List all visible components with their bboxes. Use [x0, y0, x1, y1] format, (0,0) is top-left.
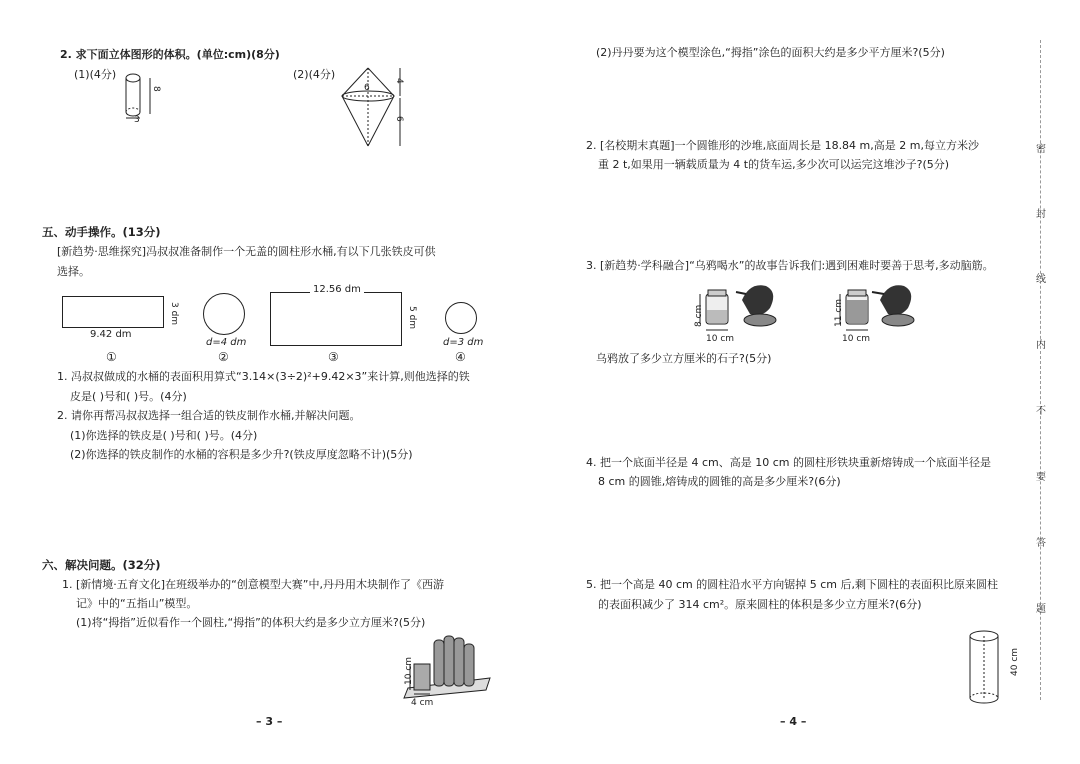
jar2-height-label: 11 cm — [834, 298, 844, 327]
sec5-title: 五、动手操作。(13分) — [42, 225, 161, 239]
page-number-4: – 4 – — [780, 715, 807, 728]
margin-char-1: 密 — [1036, 144, 1046, 155]
q5-line2: 的表面积减少了 314 cm²。原来圆柱的体积是多少立方厘米?(6分) — [598, 598, 922, 611]
q2-title: 2. 求下面立体图形的体积。(单位:cm)(8分) — [60, 48, 280, 61]
sheet3-height-label: 5 dm — [407, 306, 417, 330]
cylinder-diameter-label: 3 — [134, 115, 140, 125]
sheet4-number: ④ — [455, 350, 466, 364]
q3-line1: 3. [新趋势·学科融合]“乌鸦喝水”的故事告诉我们:遇到困难时要善于思考,多动脑筋。 — [586, 259, 994, 272]
sheet1-number: ① — [106, 350, 117, 364]
cone-h1-label: 4 — [394, 78, 404, 84]
jar1-width-label: 10 cm — [706, 334, 735, 344]
sec5-q2-part1: (1)你选择的铁皮是( )号和( )号。(4分) — [70, 429, 258, 442]
cylinder-figure — [118, 70, 178, 130]
margin-char-6: 要 — [1036, 472, 1046, 483]
sheet2-number: ② — [218, 350, 229, 364]
thumb-diameter-label: 4 cm — [411, 698, 434, 708]
page-number-3: – 3 – — [256, 715, 283, 728]
sec5-intro-line1: [新趋势·思维探究]冯叔叔准备制作一个无盖的圆柱形水桶,有以下几张铁皮可供 — [57, 245, 436, 258]
q2-line1: 2. [名校期末真题]一个圆锥形的沙堆,底面周长是 18.84 m,高是 2 m,每立方米沙 — [586, 139, 979, 152]
sheet3-number: ③ — [328, 350, 339, 364]
sheet2-diameter-label: d=4 dm — [206, 337, 247, 348]
five-finger-mountain-figure — [400, 636, 495, 700]
sec5-intro-line2: 选择。 — [57, 265, 90, 278]
margin-char-3: 线 — [1036, 274, 1046, 285]
sheet1-rect — [62, 296, 164, 328]
q2-sub1-label: (1)(4分) — [74, 68, 117, 81]
sheet4-circle — [445, 302, 477, 334]
tall-cylinder-height-label: 40 cm — [1010, 647, 1020, 676]
sec5-q1-line2: 皮是( )号和( )号。(4分) — [70, 390, 187, 403]
cone-h2-label: 6 — [394, 116, 404, 122]
q5-line1: 5. 把一个高是 40 cm 的圆柱沿水平方向锯掉 5 cm 后,剩下圆柱的表面积比原来圆柱 — [586, 578, 998, 591]
sheet3-rect — [270, 292, 402, 346]
margin-char-7: 答 — [1036, 538, 1046, 549]
sec6-q1-part1: (1)将“拇指”近似看作一个圆柱,“拇指”的体积大约是多少立方厘米?(5分) — [76, 616, 426, 629]
margin-char-4: 内 — [1036, 340, 1046, 351]
crow-jar-figure-1 — [690, 278, 800, 338]
margin-char-5: 不 — [1036, 406, 1046, 417]
q1-part2: (2)丹丹要为这个模型涂色,“拇指”涂色的面积大约是多少平方厘米?(5分) — [596, 46, 945, 59]
sec5-q2-part2: (2)你选择的铁皮制作的水桶的容积是多少升?(铁皮厚度忽略不计)(5分) — [70, 448, 413, 461]
q2-line2: 重 2 t,如果用一辆载质量为 4 t的货车运,多少次可以运完这堆沙子?(5分) — [598, 158, 950, 171]
crow-jar-figure-2 — [832, 278, 942, 338]
jar2-width-label: 10 cm — [842, 334, 871, 344]
sheet4-diameter-label: d=3 dm — [443, 337, 484, 348]
cone-diameter-label: 6 — [364, 83, 370, 93]
margin-char-8: 题 — [1036, 604, 1046, 615]
thumb-height-label: 10 cm — [404, 656, 414, 685]
sheet3-width-label: 12.56 dm — [310, 283, 364, 297]
q2-sub2-label: (2)(4分) — [293, 68, 336, 81]
sheet2-circle — [203, 293, 245, 335]
sec6-q1-line1: 1. [新情境·五育文化]在班级举办的“创意模型大赛”中,丹丹用木块制作了《西游 — [62, 578, 444, 591]
margin-char-2: 封 — [1036, 209, 1046, 220]
sec5-q1-line1: 1. 冯叔叔做成的水桶的表面积用算式“3.14×(3÷2)²+9.42×3”来计算,则他选择的铁 — [57, 370, 470, 383]
q3-line2: 乌鸦放了多少立方厘米的石子?(5分) — [596, 352, 772, 365]
q4-line1: 4. 把一个底面半径是 4 cm、高是 10 cm 的圆柱形铁块重新熔铸成一个底面半径是 — [586, 456, 991, 469]
sec5-q2: 2. 请你再帮冯叔叔选择一组合适的铁皮制作水桶,并解决问题。 — [57, 409, 361, 422]
jar1-height-label: 8 cm — [694, 304, 704, 327]
sheet1-height-label: 3 dm — [169, 302, 179, 326]
cylinder-height-label: 8 — [151, 86, 161, 92]
sheet1-width-label: 9.42 dm — [90, 329, 132, 340]
q4-line2: 8 cm 的圆锥,熔铸成的圆锥的高是多少厘米?(6分) — [598, 475, 841, 488]
sec6-q1-line2: 记》中的“五指山”模型。 — [76, 597, 198, 610]
sec6-title: 六、解决问题。(32分) — [42, 558, 161, 572]
